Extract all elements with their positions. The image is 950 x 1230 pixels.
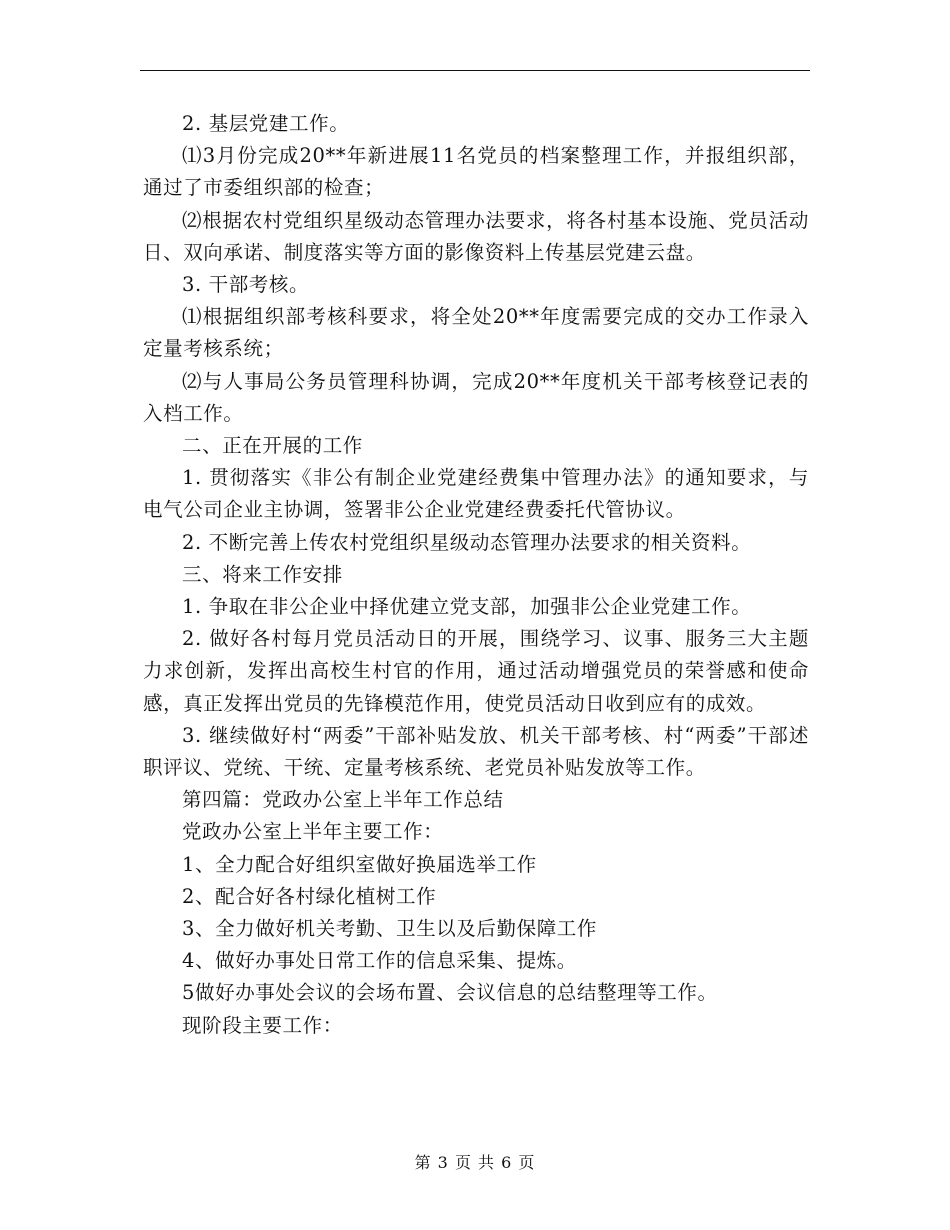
page-footer xyxy=(0,1150,950,1173)
paragraph-1: 2. 基层党建工作。 xyxy=(182,112,350,135)
paragraph-21: 现阶段主要工作： xyxy=(182,1013,343,1037)
paragraph-11: 1. 争取在非公企业中择优建立党支部，加强非公企业党建工作。 xyxy=(182,595,752,619)
section-heading-ongoing: 二、正在开展的工作 xyxy=(182,434,363,458)
paragraph-4: 3. 干部考核。 xyxy=(182,273,310,297)
section-heading-future: 三、将来工作安排 xyxy=(182,562,343,586)
paragraph-12: 2. 做好各村每月党员活动日的开展，围绕学习、议事、服务三大主题力求创新，发挥出高校生村官的作用，通过活动增强党员的荣誉感和使命感，真正发挥出党员的先锋模范作用，使党员活动日收到应有的成效。 xyxy=(143,627,809,715)
paragraph-6: ⑵与人事局公务员管理科协调，完成20**年度机关干部考核登记表的入档工作。 xyxy=(143,369,809,425)
list-item-1: 1、全力配合好组织室做好换届选举工作 xyxy=(182,852,537,876)
page-number: 第 3 页 共 6 页 xyxy=(414,1153,536,1172)
paragraph-5: ⑴根据组织部考核科要求，将全处20**年度需要完成的交办工作录入定量考核系统； xyxy=(143,305,809,361)
list-item-2: 2、配合好各村绿化植树工作 xyxy=(182,884,437,908)
paragraph-2: ⑴3月份完成20**年新进展11名党员的档案整理工作，并报组织部，通过了市委组织部的检查； xyxy=(143,144,809,200)
list-item-5: 5做好办事处会议的会场布置、会议信息的总结整理等工作。 xyxy=(182,981,718,1005)
header-rule xyxy=(140,70,810,71)
paragraph-8: 1. 贯彻落实《非公有制企业党建经费集中管理办法》的通知要求，与电气公司企业主协调，签署非公企业党建经费委托代管协议。 xyxy=(143,466,809,522)
list-item-4: 4、做好办事处日常工作的信息采集、提炼。 xyxy=(182,949,577,973)
paragraph-13: 3. 继续做好村“两委”干部补贴发放、机关干部考核、村“两委”干部述职评议、党统、干统、定量考核系统、老党员补贴发放等工作。 xyxy=(143,723,809,780)
paragraph-3: ⑵根据农村党组织星级动态管理办法要求，将各村基本设施、党员活动日、双向承诺、制度落实等方面的影像资料上传基层党建云盘。 xyxy=(143,208,809,264)
paragraph-15: 党政办公室上半年主要工作： xyxy=(182,820,444,844)
document-body xyxy=(143,108,809,1042)
list-item-3: 3、全力做好机关考勤、卫生以及后勤保障工作 xyxy=(182,917,598,941)
paragraph-9: 2. 不断完善上传农村党组织星级动态管理办法要求的相关资料。 xyxy=(182,530,752,554)
chapter-title: 第四篇：党政办公室上半年工作总结 xyxy=(182,788,504,812)
